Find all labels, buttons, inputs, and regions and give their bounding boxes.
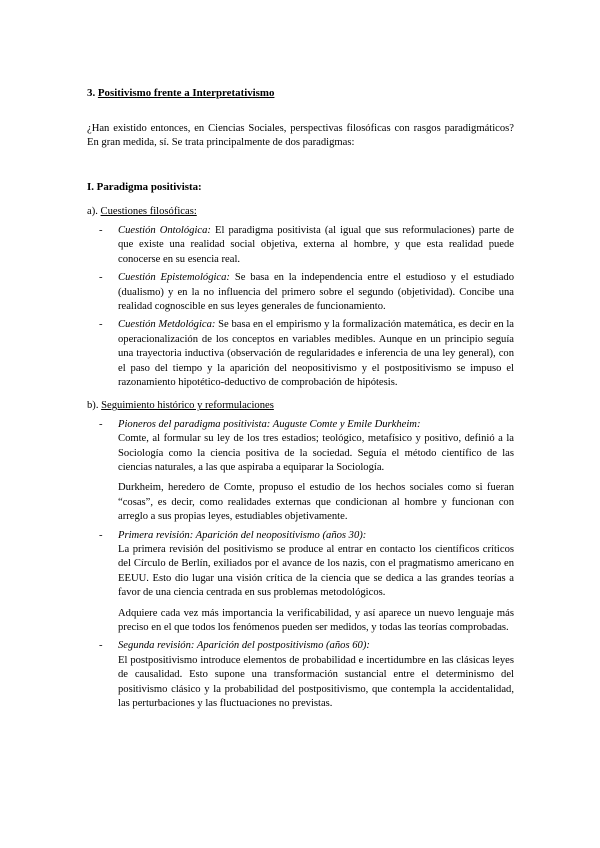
paradigm-heading: I. Paradigma positivista: bbox=[87, 180, 202, 193]
section-title: Positivismo frente a Interpretativismo bbox=[97, 87, 275, 99]
subsection-a-label: Cuestiones filosóficas: bbox=[100, 206, 197, 218]
bullet-dash: - bbox=[99, 529, 103, 541]
section-heading bbox=[87, 86, 514, 101]
item-head: Cuestión Ontológica: bbox=[118, 224, 211, 236]
bullet-dash: - bbox=[99, 640, 103, 652]
item-head: Cuestión Epistemológica: bbox=[118, 272, 230, 284]
item-paragraph: El postpositivismo introduce elementos de probabilidad e incertidumbre en las clásicas leyes de causalidad. Esto supone una transformación sustancial entre el determinismo del positivismo clásico y la probabilidad del postpositivismo, que contempla la accidentalidad, las perturbaciones y las fluctuaciones no previstas. bbox=[118, 654, 514, 710]
bullet-dash: - bbox=[99, 224, 103, 236]
item-text: Se basa en el empirismo y la formalización matemática, es decir en la operacionalización de los conceptos en variables medibles. Aunque en un principio seguía una trayectoria inductiva (observación de regularidades e inferencia de una ley general), con el paso del tiempo y la aparición del neopositivismo y el postpositivismo se impuso el razonamiento hipotético-deductivo de comprobación de hipótesis. bbox=[118, 319, 514, 388]
item-text: Se basa en la independencia entre el estudioso y el estudiado (dualismo) y en la no influencia del primero sobre el segundo (objetividad). Concibe una realidad cognoscible en sus leyes generales de funcionamiento. bbox=[118, 272, 514, 312]
list-item-primera-revision bbox=[87, 529, 514, 636]
subsection-b-heading bbox=[87, 399, 514, 413]
list-item-pioneros bbox=[87, 418, 514, 525]
subsection-b-label: Seguimiento histórico y reformulaciones bbox=[101, 400, 274, 412]
document-body bbox=[87, 86, 514, 711]
list-item-metodologica bbox=[87, 318, 514, 390]
item-head: Cuestión Metdológica: bbox=[118, 319, 216, 331]
subsection-a-prefix: a). bbox=[87, 206, 98, 218]
item-paragraph: Comte, al formular su ley de los tres estadios; teológico, metafísico y positivo, definió a la Sociología como la ciencia positiva de la sociedad. Seguía el método científico de las ciencias naturales, a las que aspiraba a equiparar la Sociología. bbox=[118, 433, 514, 473]
intro-paragraph: ¿Han existido entonces, en Ciencias Sociales, perspectivas filosóficas con rasgos paradigmáticos? En gran medida, sí. Se trata principalmente de dos paradigmas: bbox=[87, 122, 514, 149]
item-paragraph: La primera revisión del positivismo se produce al entrar en contacto los científicos críticos del Círculo de Berlín, exiliados por el avance de los nazis, con el pragmatismo americano en EEUU. Esto dio lugar una visión crítica de la ciencia que se dedica a las grandes teorías a favor de una ciencia centrada en sus problemas metodológicos. bbox=[118, 544, 514, 599]
list-item-epistemologica bbox=[87, 271, 514, 314]
item-text: El paradigma positivista (al igual que sus reformulaciones) parte de que existe una realidad social objetiva, externa al hombre, y que esta realidad puede conocerse en su esencia real. bbox=[118, 224, 514, 265]
item-head: Primera revisión: Aparición del neopositivismo (años 30): bbox=[118, 529, 367, 541]
item-paragraph: Durkheim, heredero de Comte, propuso el estudio de los hechos sociales como si fueran “cosas”, es decir, como realidades externas que condicionan al hombre y funcionan con arreglo a sus propias leyes, estudiables objetivamente. bbox=[118, 482, 514, 523]
bullet-dash: - bbox=[99, 272, 103, 284]
item-head: Pioneros del paradigma positivista: Auguste Comte y Emile Durkheim: bbox=[118, 418, 421, 430]
list-item-segunda-revision bbox=[87, 639, 514, 711]
bullet-dash: - bbox=[99, 418, 103, 430]
bullet-dash: - bbox=[99, 319, 103, 331]
list-item-ontologica bbox=[87, 224, 514, 267]
section-number: 3. bbox=[87, 87, 96, 99]
item-head: Segunda revisión: Aparición del postpositivismo (años 60): bbox=[118, 640, 370, 652]
subsection-a-heading bbox=[87, 205, 514, 219]
item-paragraph: Adquiere cada vez más importancia la verificabilidad, y así aparece un nuevo lenguaje más preciso en el que todos los fenómenos pueden ser medidos, y todas las teorías comprobadas. bbox=[118, 607, 514, 634]
subsection-b-prefix: b). bbox=[87, 400, 99, 412]
